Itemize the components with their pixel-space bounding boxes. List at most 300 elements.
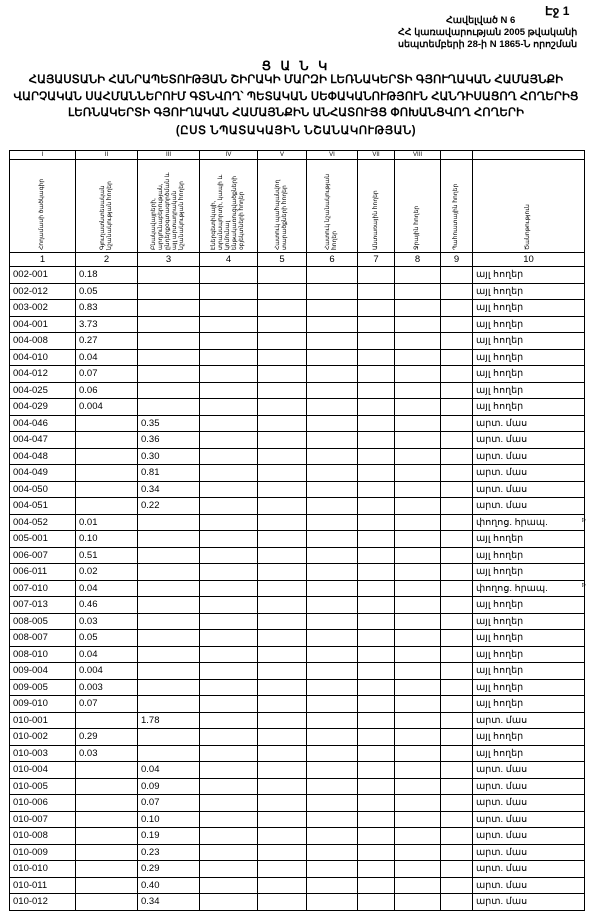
- settlement-industrial-land-cell: [138, 267, 200, 284]
- agricultural-land-cell: 0.18: [76, 267, 138, 284]
- column-header-label: Պահուստային հողեր: [453, 183, 459, 250]
- agricultural-land-cell: [76, 498, 138, 515]
- protected-area-land-cell: [258, 844, 307, 861]
- reserve-land-cell: [441, 663, 473, 680]
- reserve-land-cell: [441, 630, 473, 647]
- agricultural-land-cell: [76, 778, 138, 795]
- settlement-industrial-land-cell: 0.36: [138, 432, 200, 449]
- note-cell: այլ հողեր: [473, 283, 585, 300]
- protected-area-land-cell: [258, 613, 307, 630]
- protected-area-land-cell: [258, 267, 307, 284]
- energy-transport-land-cell: [200, 597, 258, 614]
- note-cell: արտ. մաս: [473, 861, 585, 878]
- settlement-industrial-land-cell: [138, 696, 200, 713]
- appendix-line-3: սեպտեմբերի 28-ի N 1865-Ն որոշման: [398, 39, 578, 50]
- reserve-land-cell: [441, 448, 473, 465]
- agricultural-land-cell: 0.004: [76, 399, 138, 416]
- water-land-cell: [395, 811, 441, 828]
- note-cell: արտ. մաս: [473, 877, 585, 894]
- settlement-industrial-land-cell: [138, 613, 200, 630]
- water-land-cell: [395, 448, 441, 465]
- column-header-cell: [138, 160, 200, 253]
- special-purpose-land-cell: [307, 498, 358, 515]
- note-cell: արտ. մաս: [473, 811, 585, 828]
- energy-transport-land-cell: [200, 498, 258, 515]
- settlement-industrial-land-cell: [138, 382, 200, 399]
- energy-transport-land-cell: [200, 366, 258, 383]
- special-purpose-land-cell: [307, 679, 358, 696]
- water-land-cell: [395, 547, 441, 564]
- protected-area-land-cell: [258, 399, 307, 416]
- note-cell: այլ հողեր: [473, 366, 585, 383]
- agricultural-land-cell: 0.03: [76, 745, 138, 762]
- special-purpose-land-cell: [307, 778, 358, 795]
- special-purpose-land-cell: [307, 382, 358, 399]
- settlement-industrial-land-cell: 0.04: [138, 762, 200, 779]
- protected-area-land-cell: [258, 448, 307, 465]
- protected-area-land-cell: [258, 316, 307, 333]
- note-cell: այլ հողեր: [473, 696, 585, 713]
- settlement-industrial-land-cell: 0.19: [138, 828, 200, 845]
- settlement-industrial-land-cell: [138, 679, 200, 696]
- agricultural-land-cell: [76, 795, 138, 812]
- agricultural-land-cell: 0.07: [76, 366, 138, 383]
- note-cell: այլ հողեր: [473, 663, 585, 680]
- roman-numeral-cell: V: [258, 151, 307, 160]
- settlement-industrial-land-cell: 0.22: [138, 498, 200, 515]
- agricultural-land-cell: 0.02: [76, 564, 138, 581]
- water-land-cell: [395, 762, 441, 779]
- settlement-industrial-land-cell: [138, 399, 200, 416]
- note-cell: այլ հողեր: [473, 382, 585, 399]
- water-land-cell: [395, 597, 441, 614]
- energy-transport-land-cell: [200, 762, 258, 779]
- protected-area-land-cell: [258, 745, 307, 762]
- forest-land-cell: [358, 531, 395, 548]
- reserve-land-cell: [441, 366, 473, 383]
- roman-numeral-cell: IV: [200, 151, 258, 160]
- settlement-industrial-land-cell: [138, 646, 200, 663]
- energy-transport-land-cell: [200, 745, 258, 762]
- settlement-industrial-land-cell: [138, 349, 200, 366]
- water-land-cell: [395, 679, 441, 696]
- table-row: [10, 712, 585, 729]
- roman-numeral-cell: I: [10, 151, 76, 160]
- table-row: [10, 613, 585, 630]
- agricultural-land-cell: 0.01: [76, 514, 138, 531]
- energy-transport-land-cell: [200, 481, 258, 498]
- energy-transport-land-cell: [200, 844, 258, 861]
- parcel-code-cell: 004-012: [10, 366, 76, 383]
- agricultural-land-cell: [76, 762, 138, 779]
- forest-land-cell: [358, 465, 395, 482]
- appendix-line-1: Հավելված N 6: [446, 15, 516, 26]
- parcel-code-cell: 010-002: [10, 729, 76, 746]
- forest-land-cell: [358, 333, 395, 350]
- table-row: [10, 382, 585, 399]
- parcel-code-cell: 004-001: [10, 316, 76, 333]
- table-row: [10, 630, 585, 647]
- water-land-cell: [395, 712, 441, 729]
- table-row: [10, 696, 585, 713]
- energy-transport-land-cell: [200, 382, 258, 399]
- protected-area-land-cell: [258, 349, 307, 366]
- water-land-cell: [395, 531, 441, 548]
- settlement-industrial-land-cell: 0.09: [138, 778, 200, 795]
- agricultural-land-cell: 0.04: [76, 646, 138, 663]
- column-header-label: Հողամասի ծածկագիր: [39, 178, 45, 250]
- water-land-cell: [395, 283, 441, 300]
- reserve-land-cell: [441, 481, 473, 498]
- settlement-industrial-land-cell: 1.78: [138, 712, 200, 729]
- column-header-cell: [307, 160, 358, 253]
- protected-area-land-cell: [258, 795, 307, 812]
- agricultural-land-cell: 0.46: [76, 597, 138, 614]
- column-number-row: [10, 253, 585, 267]
- energy-transport-land-cell: [200, 316, 258, 333]
- water-land-cell: [395, 580, 441, 597]
- parcel-code-cell: 004-046: [10, 415, 76, 432]
- note-cell: այլ հողեր: [473, 267, 585, 284]
- forest-land-cell: [358, 547, 395, 564]
- settlement-industrial-land-cell: [138, 547, 200, 564]
- settlement-industrial-land-cell: [138, 531, 200, 548]
- column-header-cell: [258, 160, 307, 253]
- energy-transport-land-cell: [200, 514, 258, 531]
- water-land-cell: [395, 613, 441, 630]
- settlement-industrial-land-cell: 0.29: [138, 861, 200, 878]
- table-row: [10, 597, 585, 614]
- table-row: [10, 514, 585, 531]
- table-row: [10, 366, 585, 383]
- special-purpose-land-cell: [307, 696, 358, 713]
- water-land-cell: [395, 300, 441, 317]
- settlement-industrial-land-cell: [138, 366, 200, 383]
- protected-area-land-cell: [258, 547, 307, 564]
- special-purpose-land-cell: [307, 349, 358, 366]
- forest-land-cell: [358, 828, 395, 845]
- protected-area-land-cell: [258, 712, 307, 729]
- energy-transport-land-cell: [200, 861, 258, 878]
- column-header-label: Հատուկ պահպանվող տարածքների հողեր: [275, 179, 288, 250]
- agricultural-land-cell: 0.51: [76, 547, 138, 564]
- water-land-cell: [395, 564, 441, 581]
- energy-transport-land-cell: [200, 679, 258, 696]
- agricultural-land-cell: [76, 828, 138, 845]
- settlement-industrial-land-cell: [138, 300, 200, 317]
- agricultural-land-cell: [76, 465, 138, 482]
- protected-area-land-cell: [258, 333, 307, 350]
- note-cell: այլ հողեր: [473, 531, 585, 548]
- protected-area-land-cell: [258, 415, 307, 432]
- settlement-industrial-land-cell: 0.34: [138, 481, 200, 498]
- protected-area-land-cell: [258, 531, 307, 548]
- parcel-code-cell: 010-011: [10, 877, 76, 894]
- forest-land-cell: [358, 399, 395, 416]
- special-purpose-land-cell: [307, 333, 358, 350]
- table-row: [10, 547, 585, 564]
- agricultural-land-cell: [76, 448, 138, 465]
- roman-numeral-row: [10, 151, 585, 160]
- parcel-code-cell: 004-010: [10, 349, 76, 366]
- table-row: [10, 481, 585, 498]
- agricultural-land-cell: 0.04: [76, 349, 138, 366]
- agricultural-land-cell: [76, 432, 138, 449]
- table-row: [10, 811, 585, 828]
- energy-transport-land-cell: [200, 894, 258, 911]
- protected-area-land-cell: [258, 696, 307, 713]
- protected-area-land-cell: [258, 828, 307, 845]
- column-number-cell: 6: [307, 253, 358, 267]
- forest-land-cell: [358, 382, 395, 399]
- energy-transport-land-cell: [200, 712, 258, 729]
- special-purpose-land-cell: [307, 514, 358, 531]
- forest-land-cell: [358, 795, 395, 812]
- agricultural-land-cell: 0.07: [76, 696, 138, 713]
- table-row: [10, 646, 585, 663]
- reserve-land-cell: [441, 613, 473, 630]
- water-land-cell: [395, 663, 441, 680]
- settlement-industrial-land-cell: 0.81: [138, 465, 200, 482]
- table-row: [10, 283, 585, 300]
- column-header-cell: [76, 160, 138, 253]
- parcel-code-cell: 009-004: [10, 663, 76, 680]
- parcel-code-cell: 010-008: [10, 828, 76, 845]
- column-header-label: Անտառային հողեր: [372, 190, 379, 250]
- parcel-code-cell: 004-051: [10, 498, 76, 515]
- roman-numeral-cell: III: [138, 151, 200, 160]
- note-cell: արտ. մաս: [473, 844, 585, 861]
- protected-area-land-cell: [258, 481, 307, 498]
- parcel-code-cell: 010-005: [10, 778, 76, 795]
- roman-numeral-cell: II: [76, 151, 138, 160]
- reserve-land-cell: [441, 432, 473, 449]
- water-land-cell: [395, 465, 441, 482]
- reserve-land-cell: [441, 580, 473, 597]
- forest-land-cell: [358, 432, 395, 449]
- protected-area-land-cell: [258, 514, 307, 531]
- settlement-industrial-land-cell: [138, 333, 200, 350]
- parcel-code-cell: 010-003: [10, 745, 76, 762]
- table-row: [10, 432, 585, 449]
- note-cell: արտ. մաս: [473, 448, 585, 465]
- protected-area-land-cell: [258, 630, 307, 647]
- forest-land-cell: [358, 415, 395, 432]
- agricultural-land-cell: 3.73: [76, 316, 138, 333]
- water-land-cell: [395, 630, 441, 647]
- special-purpose-land-cell: [307, 811, 358, 828]
- column-number-cell: 1: [10, 253, 76, 267]
- energy-transport-land-cell: [200, 828, 258, 845]
- parcel-code-cell: 007-013: [10, 597, 76, 614]
- reserve-land-cell: [441, 498, 473, 515]
- water-land-cell: [395, 729, 441, 746]
- column-header-label: Բնակավայրերի, արդյունաբերության, ընդերքօգտագործման և այլ արտադրական նշանակության հողեր: [151, 172, 185, 250]
- special-purpose-land-cell: [307, 465, 358, 482]
- note-cell: այլ հողեր: [473, 679, 585, 696]
- parcel-code-cell: 005-001: [10, 531, 76, 548]
- water-land-cell: [395, 267, 441, 284]
- agricultural-land-cell: 0.83: [76, 300, 138, 317]
- energy-transport-land-cell: [200, 349, 258, 366]
- forest-land-cell: [358, 283, 395, 300]
- note-cell: արտ. մաս: [473, 432, 585, 449]
- parcel-code-cell: 010-007: [10, 811, 76, 828]
- note-cell: արտ. մաս: [473, 894, 585, 911]
- protected-area-land-cell: [258, 778, 307, 795]
- table-row: [10, 580, 585, 597]
- parcel-code-cell: 004-049: [10, 465, 76, 482]
- note-cell: այլ հողեր: [473, 729, 585, 746]
- energy-transport-land-cell: [200, 663, 258, 680]
- agricultural-land-cell: [76, 415, 138, 432]
- reserve-land-cell: [441, 349, 473, 366]
- table-row: [10, 300, 585, 317]
- forest-land-cell: [358, 448, 395, 465]
- roman-numeral-cell: [473, 151, 585, 160]
- special-purpose-land-cell: [307, 844, 358, 861]
- table-row: [10, 415, 585, 432]
- document-subheading: (ԸՍՏ ՆՊԱՏԱԿԱՅԻՆ ՆՇԱՆԱԿՈՒԹՅԱՆ): [175, 125, 417, 137]
- forest-land-cell: [358, 316, 395, 333]
- reserve-land-cell: [441, 811, 473, 828]
- column-number-cell: 4: [200, 253, 258, 267]
- water-land-cell: [395, 432, 441, 449]
- special-purpose-land-cell: [307, 564, 358, 581]
- note-cell: այլ հողեր: [473, 745, 585, 762]
- table-row: [10, 663, 585, 680]
- document-title: Ց Ա Ն Կ: [261, 59, 331, 73]
- reserve-land-cell: [441, 778, 473, 795]
- special-purpose-land-cell: [307, 861, 358, 878]
- settlement-industrial-land-cell: [138, 663, 200, 680]
- reserve-land-cell: [441, 415, 473, 432]
- roman-numeral-cell: VIII: [395, 151, 441, 160]
- forest-land-cell: [358, 366, 395, 383]
- column-header-label: Հատուկ նշանակության հողեր: [325, 173, 338, 250]
- protected-area-land-cell: [258, 432, 307, 449]
- protected-area-land-cell: [258, 382, 307, 399]
- settlement-industrial-land-cell: 0.10: [138, 811, 200, 828]
- table-row: [10, 861, 585, 878]
- parcel-code-cell: 004-052: [10, 514, 76, 531]
- reserve-land-cell: [441, 267, 473, 284]
- special-purpose-land-cell: [307, 646, 358, 663]
- agricultural-land-cell: 0.05: [76, 283, 138, 300]
- table-row: [10, 679, 585, 696]
- margin-mark: ▹: [582, 515, 587, 524]
- note-cell: այլ հողեր: [473, 630, 585, 647]
- protected-area-land-cell: [258, 580, 307, 597]
- protected-area-land-cell: [258, 894, 307, 911]
- special-purpose-land-cell: [307, 448, 358, 465]
- parcel-code-cell: 008-010: [10, 646, 76, 663]
- water-land-cell: [395, 795, 441, 812]
- forest-land-cell: [358, 679, 395, 696]
- protected-area-land-cell: [258, 366, 307, 383]
- water-land-cell: [395, 382, 441, 399]
- energy-transport-land-cell: [200, 333, 258, 350]
- water-land-cell: [395, 877, 441, 894]
- reserve-land-cell: [441, 333, 473, 350]
- special-purpose-land-cell: [307, 432, 358, 449]
- reserve-land-cell: [441, 300, 473, 317]
- parcel-code-cell: 010-012: [10, 894, 76, 911]
- table-row: [10, 762, 585, 779]
- settlement-industrial-land-cell: 0.34: [138, 894, 200, 911]
- reserve-land-cell: [441, 861, 473, 878]
- agricultural-land-cell: 0.03: [76, 613, 138, 630]
- note-cell: այլ հողեր: [473, 349, 585, 366]
- protected-area-land-cell: [258, 564, 307, 581]
- protected-area-land-cell: [258, 679, 307, 696]
- settlement-industrial-land-cell: 0.35: [138, 415, 200, 432]
- forest-land-cell: [358, 514, 395, 531]
- forest-land-cell: [358, 696, 395, 713]
- agricultural-land-cell: 0.06: [76, 382, 138, 399]
- parcel-code-cell: 004-029: [10, 399, 76, 416]
- column-number-cell: 5: [258, 253, 307, 267]
- water-land-cell: [395, 514, 441, 531]
- settlement-industrial-land-cell: [138, 514, 200, 531]
- agricultural-land-cell: [76, 877, 138, 894]
- energy-transport-land-cell: [200, 630, 258, 647]
- water-land-cell: [395, 498, 441, 515]
- note-cell: արտ. մաս: [473, 762, 585, 779]
- table-row: [10, 795, 585, 812]
- energy-transport-land-cell: [200, 415, 258, 432]
- protected-area-land-cell: [258, 597, 307, 614]
- table-row: [10, 877, 585, 894]
- table-row: [10, 267, 585, 284]
- agricultural-land-cell: 0.04: [76, 580, 138, 597]
- forest-land-cell: [358, 729, 395, 746]
- energy-transport-land-cell: [200, 300, 258, 317]
- forest-land-cell: [358, 498, 395, 515]
- parcel-code-cell: 002-001: [10, 267, 76, 284]
- reserve-land-cell: [441, 514, 473, 531]
- roman-numeral-cell: VII: [358, 151, 395, 160]
- column-number-cell: 2: [76, 253, 138, 267]
- agricultural-land-cell: 0.05: [76, 630, 138, 647]
- parcel-code-cell: 009-010: [10, 696, 76, 713]
- reserve-land-cell: [441, 729, 473, 746]
- settlement-industrial-land-cell: [138, 597, 200, 614]
- table-row: [10, 531, 585, 548]
- note-cell: արտ. մաս: [473, 712, 585, 729]
- energy-transport-land-cell: [200, 283, 258, 300]
- table-row: [10, 465, 585, 482]
- energy-transport-land-cell: [200, 432, 258, 449]
- water-land-cell: [395, 894, 441, 911]
- settlement-industrial-land-cell: [138, 630, 200, 647]
- energy-transport-land-cell: [200, 580, 258, 597]
- parcel-code-cell: 004-050: [10, 481, 76, 498]
- special-purpose-land-cell: [307, 745, 358, 762]
- water-land-cell: [395, 844, 441, 861]
- special-purpose-land-cell: [307, 795, 358, 812]
- water-land-cell: [395, 828, 441, 845]
- parcel-code-cell: 008-005: [10, 613, 76, 630]
- reserve-land-cell: [441, 844, 473, 861]
- note-cell: փողոց. հրապ.: [473, 580, 585, 597]
- agricultural-land-cell: [76, 811, 138, 828]
- forest-land-cell: [358, 267, 395, 284]
- reserve-land-cell: [441, 762, 473, 779]
- land-parcel-table: [9, 150, 585, 911]
- forest-land-cell: [358, 646, 395, 663]
- column-header-cell: [200, 160, 258, 253]
